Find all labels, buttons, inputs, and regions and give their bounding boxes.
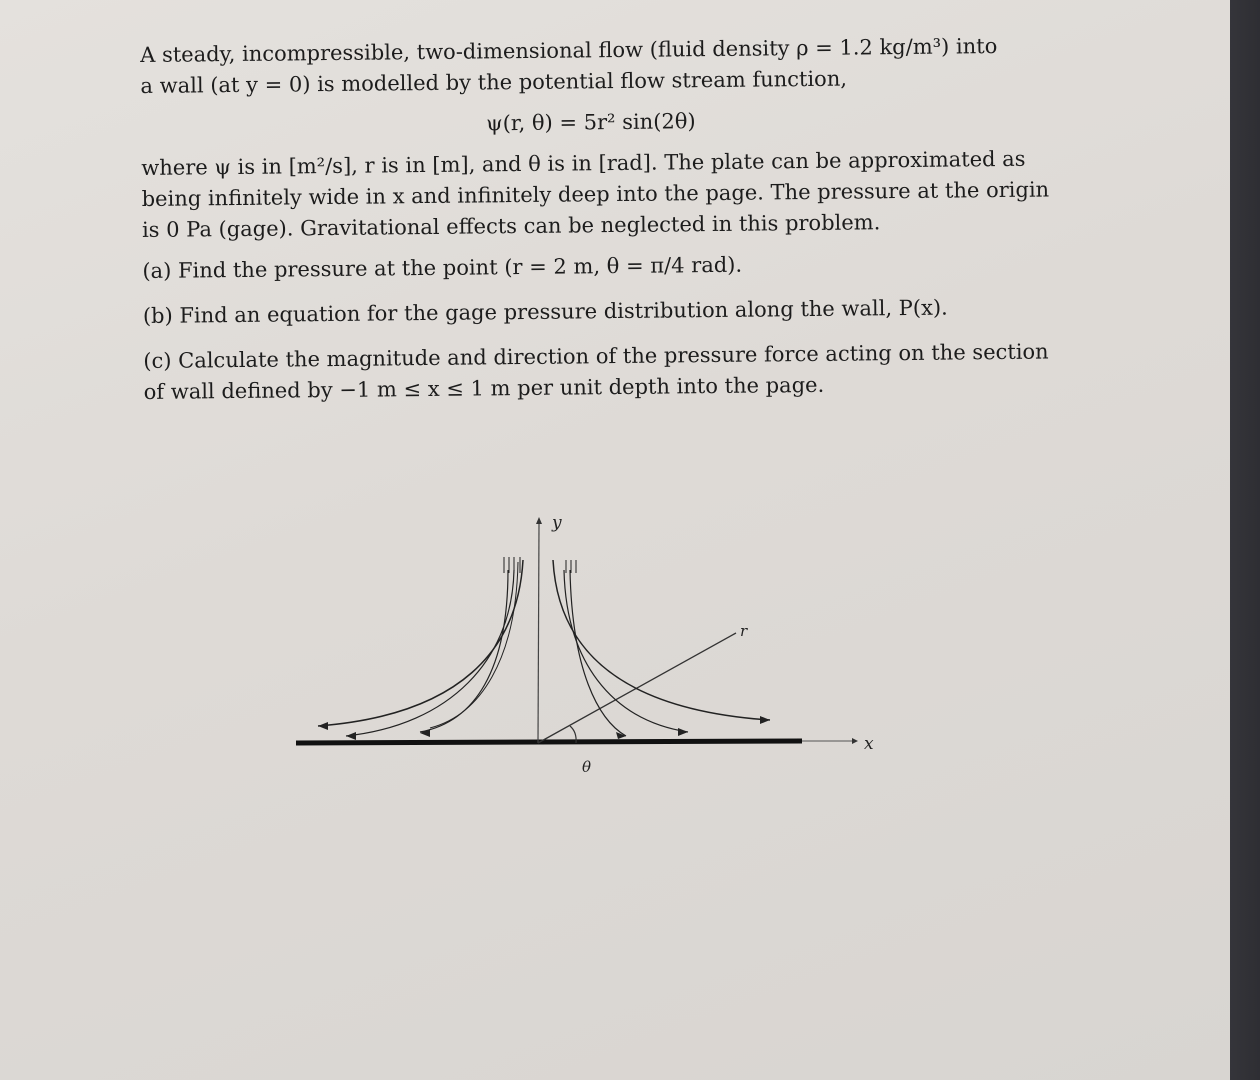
- problem-text: [140, 31, 1050, 408]
- intro-paragraph: [140, 31, 1041, 102]
- description-paragraph: [141, 144, 1050, 246]
- left-streamline-mid: [346, 570, 514, 736]
- intro-line: A steady, incompressible, two-dimensional flow (fluid density ρ = 1.2 kg/m³) into: [140, 34, 998, 67]
- background-edge: [1230, 0, 1260, 1080]
- y-axis-label: y: [552, 513, 562, 533]
- y-axis-line: [538, 524, 539, 743]
- description-line: where ψ is in [m²/s], r is in [m], and θ is in [rad]. The plate can be approximated as: [141, 146, 1026, 180]
- wall-line: [296, 741, 802, 743]
- right-streamline-inner: [570, 570, 626, 736]
- streamline-arrowhead: [760, 716, 770, 724]
- streamline-arrowhead: [420, 729, 430, 737]
- description-line: is 0 Pa (gage). Gravitational effects can be neglected in this problem.: [141, 210, 881, 242]
- streamline-arrowhead: [318, 722, 328, 730]
- left-streamline-inner: [420, 570, 508, 732]
- left-streamline-outer: [318, 560, 523, 726]
- part-c-line: of wall defined by −1 m ≤ x ≤ 1 m per unit depth into the page.: [143, 372, 825, 404]
- streamline-arrowhead: [346, 732, 356, 740]
- right-streamline-outer: [553, 560, 770, 720]
- part-c-line: (c) Calculate the magnitude and direction of the pressure force acting on the section: [143, 339, 1049, 373]
- intro-line: a wall (at y = 0) is modelled by the potential flow stream function,: [140, 66, 848, 98]
- part-c: [143, 337, 1049, 408]
- part-a: (a) Find the pressure at the point (r = 2 m, θ = π/4 rad).: [142, 252, 743, 283]
- part-b: (b) Find an equation for the gage pressure distribution along the wall, P(x).: [142, 295, 948, 328]
- description-line: being infinitely wide in x and infinitely deep into the page. The pressure at the origin: [141, 177, 1050, 211]
- stream-function-equation: ψ(r, θ) = 5r² sin(2θ): [486, 109, 696, 136]
- r-label: r: [740, 622, 748, 640]
- flow-diagram-svg: [280, 500, 920, 800]
- streamline-arrowhead: [678, 728, 688, 736]
- x-axis-label: x: [864, 734, 874, 754]
- x-axis-arrow: [852, 738, 858, 744]
- theta-label: θ: [582, 758, 592, 776]
- flow-diagram: [280, 500, 920, 800]
- right-streamline-mid: [564, 570, 688, 732]
- y-axis-arrow: [536, 517, 542, 524]
